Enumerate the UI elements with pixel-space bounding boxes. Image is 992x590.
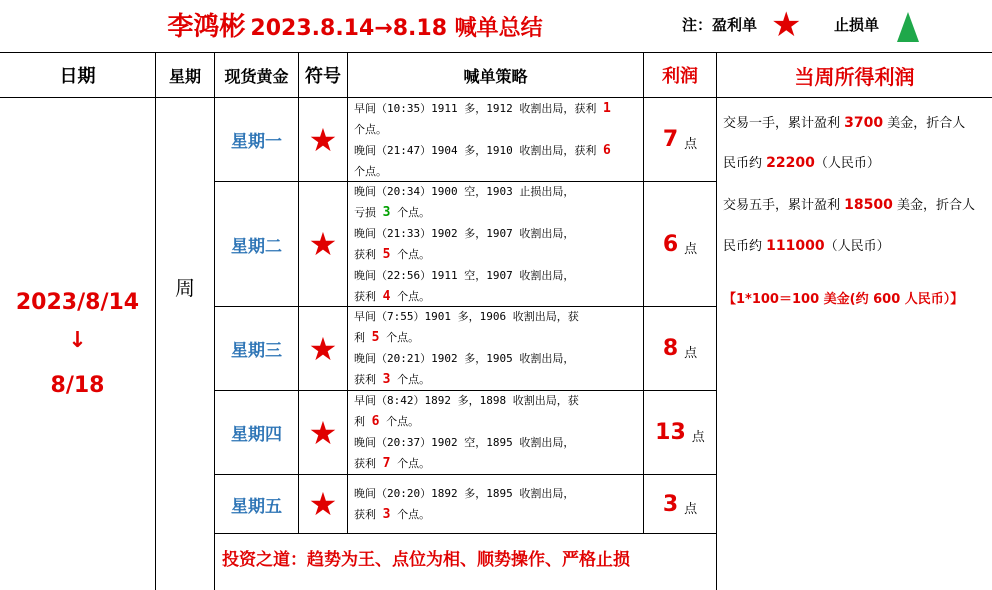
week-label: 周: [175, 276, 195, 300]
strategy-line: 利 5 个点。: [354, 330, 420, 345]
title-text: 2023.8.14→8.18 喊单总结: [250, 16, 543, 41]
profit-friday: 3 点: [662, 491, 698, 517]
author-name: 李鸿彬: [167, 12, 246, 42]
strategy-line: 获利 4 个点。: [354, 289, 431, 304]
legend-triangle-icon: [897, 12, 919, 42]
day-tuesday: 星期二: [231, 236, 282, 257]
profit-star-icon: ★: [308, 120, 338, 159]
strategy-line: 获利 3 个点。: [354, 372, 431, 387]
strategy-line: 个点。: [354, 123, 387, 136]
legend-star-icon: ★: [771, 5, 802, 45]
profit-monday: 7 点: [662, 127, 698, 152]
investment-motto: 投资之道：趋势为王、点位为相、顺势操作、严格止损: [222, 550, 630, 570]
strategy-line: 早间（7:55）1901 多，1906 收割出局，获: [354, 310, 579, 323]
strategy-monday: [354, 98, 642, 182]
strategy-line: 晚间（20:21）1902 多，1905 收割出局，: [354, 352, 575, 365]
strategy-line: 晚间（21:47）1904 多，1910 收割出局，获利 6: [354, 143, 611, 158]
legend-profit-label: 注：盈利单: [682, 16, 758, 34]
strategy-thursday: [354, 390, 642, 474]
profit-thursday: 13 点: [655, 420, 705, 445]
strategy-line: 亏损 3 个点。: [354, 205, 431, 220]
strategy-tuesday: [354, 181, 642, 307]
strategy-friday: [354, 483, 642, 525]
header-weekly-profit: 当周所得利润: [794, 64, 915, 89]
header-week: 星期: [168, 66, 201, 86]
strategy-line: 获利 7 个点。: [354, 456, 431, 471]
legend-loss-label: 止损单: [834, 16, 880, 34]
strategy-wednesday: [354, 306, 642, 390]
profit-star-icon: ★: [308, 329, 338, 368]
header-date: 日期: [59, 66, 96, 87]
day-friday: 星期五: [231, 496, 282, 517]
page-title: [0, 6, 710, 43]
strategy-line: 利 6 个点。: [354, 414, 420, 429]
summary-one-lot-rmb: 民币约 22200（人民币）: [723, 155, 880, 171]
strategy-line: 获利 5 个点。: [354, 247, 431, 262]
strategy-line: 晚间（20:20）1892 多，1895 收割出局，: [354, 487, 575, 500]
profit-star-icon: ★: [308, 485, 338, 523]
date-arrow: ↓: [68, 328, 87, 353]
strategy-line: 晚间（20:34）1900 空，1903 止损出局，: [354, 185, 575, 198]
summary-one-lot: 交易一手，累计盈利 3700 美金，折合人: [723, 115, 966, 131]
strategy-line: 早间（10:35）1911 多，1912 收割出局，获利 1: [354, 101, 611, 116]
header-symbol: 符号: [305, 66, 341, 87]
header-strategy: 喊单策略: [463, 66, 528, 86]
strategy-line: 早间（8:42）1892 多，1898 收割出局，获: [354, 394, 579, 407]
strategy-line: 个点。: [354, 165, 387, 178]
header-profit: 利润: [662, 66, 698, 87]
day-monday: 星期一: [231, 132, 282, 152]
profit-star-icon: ★: [308, 413, 338, 452]
strategy-line: 晚间（22:56）1911 空，1907 收割出局，: [354, 269, 575, 282]
summary-five-lot-rmb: 民币约 111000（人民币）: [723, 238, 890, 254]
strategy-line: 获利 3 个点。: [354, 507, 431, 522]
profit-star-icon: ★: [308, 225, 338, 263]
header-product: 现货黄金: [224, 66, 289, 86]
profit-wednesday: 8 点: [662, 336, 698, 361]
summary-exchange-rate: 【1*100＝100 美金(约 600 人民币）】: [723, 292, 964, 307]
summary-five-lot: 交易五手，累计盈利 18500 美金，折合人: [723, 197, 975, 213]
strategy-line: 晚间（21:33）1902 多，1907 收割出局，: [354, 227, 575, 240]
day-wednesday: 星期三: [231, 341, 282, 361]
date-start: 2023/8/14: [15, 290, 140, 315]
strategy-line: 晚间（20:37）1902 空，1895 收割出局，: [354, 436, 575, 449]
day-thursday: 星期四: [231, 425, 282, 445]
profit-tuesday: 6 点: [662, 231, 698, 257]
date-end: 8/18: [50, 373, 105, 398]
